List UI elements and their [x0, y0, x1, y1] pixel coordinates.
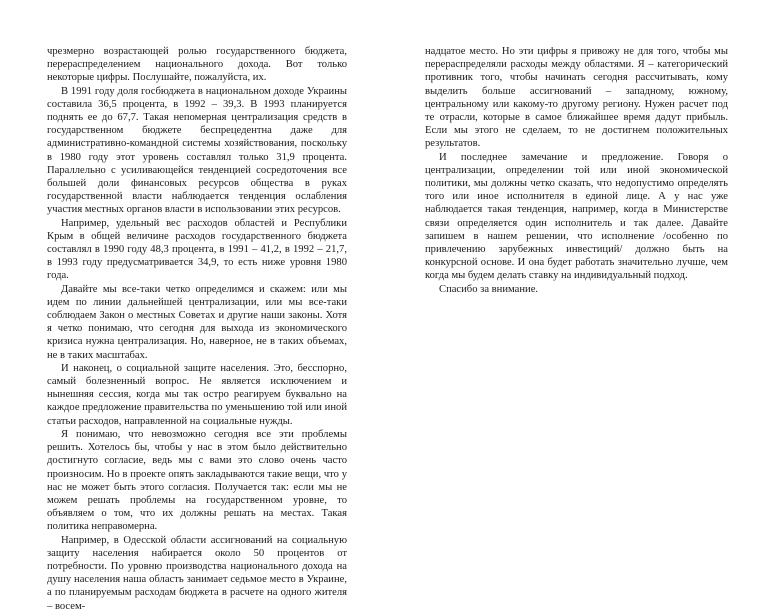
left-paragraph-1: чрезмерно возрастающей ролью государственного бюджета, перераспределением национального дохода. Вот только некоторые цифры. Послушайте, пожалуйста, их. [47, 46, 347, 84]
left-paragraph-5: И наконец, о социальной защите населения. Это, бесспорно, самый болезненный вопрос. Не является исключением и нынешняя сессия, когда мы так остро реагируем буквально на каждое предложение правительства по уменьшению той или иной статьи расходов, направленной на социальные нужды. [47, 362, 347, 427]
right-paragraph-3: Спасибо за внимание. [439, 283, 539, 295]
right-paragraph-2: И последнее замечание и предложение. Говоря о централизации, определении той или иной экономической политики, мы должны четко сказать, что недопустимо определять того или иное исполнителя в единой лице. А у нас уже наблюдается такая тенденция, например, когда в Министерстве связи определяется один исполнитель и так далее. Давайте запишем в нашем решении, что исполнение /особенно по привлечению зарубежных инвестиций/ должно быть на конкурсной основе. И она будет работать значительно лучше, чем когда мы будем делать ставку на индивидуальный подход. [425, 151, 728, 282]
left-paragraph-2: В 1991 году доля госбюджета в национальном доходе Украины составила 36,5 процента, в 1992 – 39,3. В 1993 планируется поднять ее до 67,7. Такая непомерная централизация средств в государственном бюджете беспрецедентна даже для административно-командной системы хозяйствования, поскольку в 1980 году этот уровень составлял только 31,9 процента. Параллельно с усиливающейся тенденцией сосредоточения все большей доли финансовых ресурсов общества в руках государственной власти наблюдается тенденция ослабления участия местных органов власти в использовании этих ресурсов. [47, 85, 347, 216]
left-paragraph-7: Например, в Одесской области ассигнований на социальную защиту населения набирается около 50 процентов от потребности. По уровню производства национального дохода на душу населения наша область занимает седьмое место в Украине, а по планируемым расходам бюджета в расчете на одного жителя – восем- [47, 534, 347, 612]
left-page [47, 45, 347, 613]
right-page [425, 45, 728, 296]
left-paragraph-6: Я понимаю, что невозможно сегодня все эти проблемы решить. Хотелось бы, чтобы у нас в этом было действительно достигнуто согласие, ведь мы с вами это слово очень часто произносим. Но в проекте опять закладываются такие вещи, что у нас не может быть этого согласия. Получается так: если мы не можем решать проблемы на государственном уровне, то объявляем о том, что их должны решать на местах. Такая политика неправомерна. [47, 428, 347, 533]
right-paragraph-1: надцатое место. Но эти цифры я привожу не для того, чтобы мы перераспределяли расходы между областями. Я – категорический противник того, чтобы начинать сегодня рассчитывать, кому выделить больше ассигнований – западному, южному, центральному или какому-то другому региону. Нужен расчет под те отрасли, которые в самое ближайшее время дадут прибыль. Если мы этого не сделаем, то не достигнем положительных результатов. [425, 46, 728, 150]
left-paragraph-3: Например, удельный вес расходов областей и Республики Крым в общей величине расходов государственного бюджета составлял в 1990 году 48,3 процента, в 1991 – 41,2, в 1992 – 21,7, в 1993 году предусматривается 34,9, то есть ниже уровня 1980 года. [47, 217, 347, 282]
left-paragraph-4: Давайте мы все-таки четко определимся и скажем: или мы идем по линии дальнейшей централизации, или мы все-таки соблюдаем Закон о местных Советах и другие наши законы. Хотя я четко понимаю, что сегодня для выхода из экономического кризиса нужна централизация. Но, наверное, не в таких объемах, не в таких масштабах. [47, 283, 347, 361]
